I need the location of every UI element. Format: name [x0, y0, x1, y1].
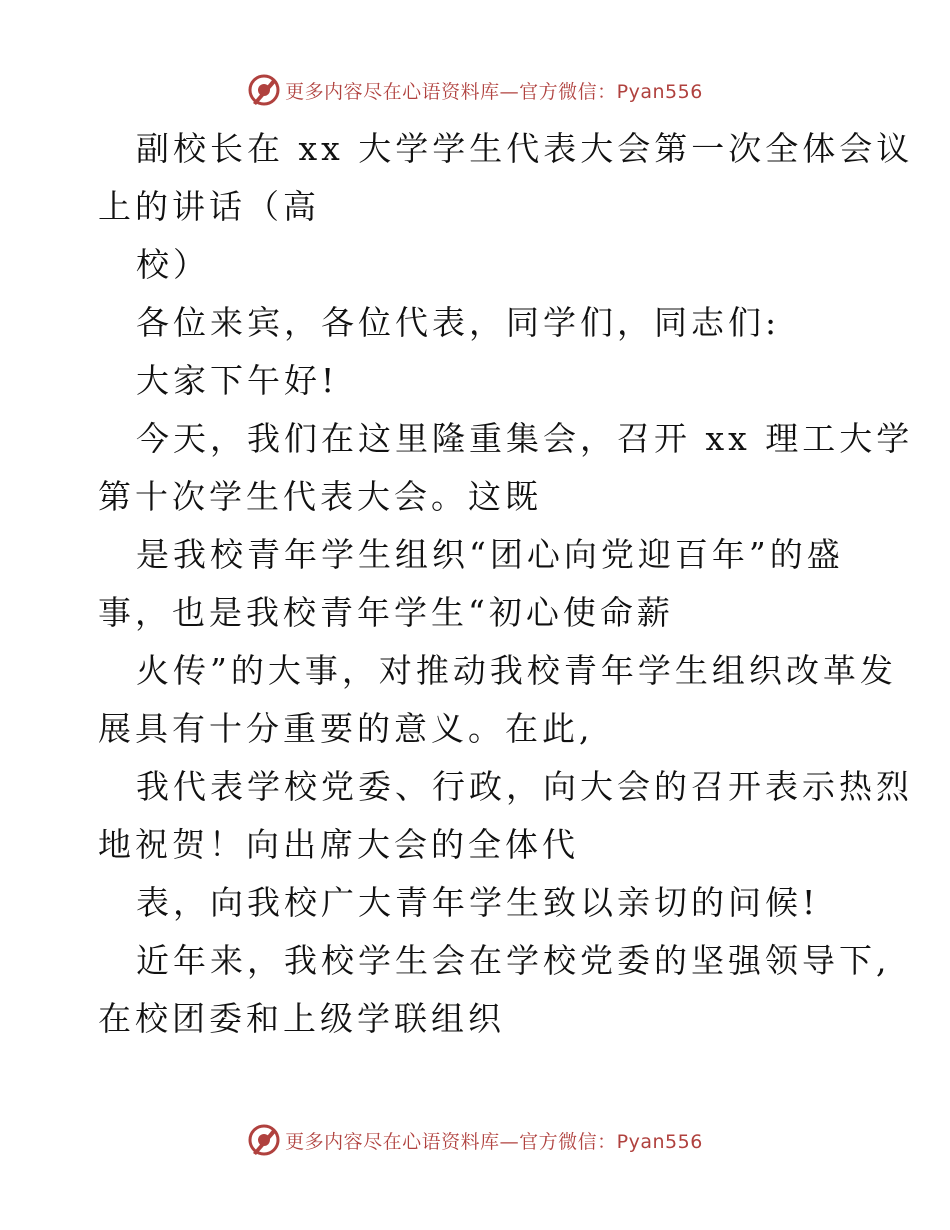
- quill-seal-icon: [247, 73, 281, 107]
- document-body: [98, 120, 914, 1048]
- paragraph-line: 地祝贺！向出席大会的全体代: [98, 825, 579, 864]
- title-line-1: 副校长在 xx 大学学生代表大会第一次全体会议: [136, 129, 914, 168]
- footer-banner-wechat: 官方微信：Pyan556: [519, 1130, 703, 1153]
- footer-banner-prefix: 更多内容尽在心语资料库—: [285, 1130, 520, 1153]
- footer-banner: [0, 1120, 950, 1160]
- paragraph-line: 表，向我校广大青年学生致以亲切的问候!: [136, 883, 820, 922]
- salutation-line: 各位来宾，各位代表，同学们，同志们:: [136, 303, 781, 342]
- paragraph-line: 今天，我们在这里隆重集会，召开 xx 理工大学: [136, 419, 914, 458]
- paragraph-line: 展具有十分重要的意义。在此,: [98, 709, 594, 748]
- paragraph-line: 火传”的大事，对推动我校青年学生组织改革发: [136, 651, 897, 690]
- header-banner-text: [285, 77, 703, 104]
- title-line-3: 校）: [136, 245, 210, 284]
- paragraph-line: 我代表学校党委、行政，向大会的召开表示热烈: [136, 767, 913, 806]
- header-banner-prefix: 更多内容尽在心语资料库—: [285, 80, 520, 103]
- paragraph-line: 在校团委和上级学联组织: [98, 999, 505, 1038]
- paragraph-line: 是我校青年学生组织“团心向党迎百年”的盛: [136, 535, 844, 574]
- paragraph-line: 事，也是我校青年学生“初心使命薪: [98, 593, 674, 632]
- paragraph-line: 近年来，我校学生会在学校党委的坚强领导下,: [136, 941, 891, 980]
- footer-banner-text: [285, 1127, 703, 1154]
- paragraph-line: 第十次学生代表大会。这既: [98, 477, 542, 516]
- quill-seal-icon: [247, 1123, 281, 1157]
- header-banner: [0, 70, 950, 110]
- header-banner-wechat: 官方微信：Pyan556: [519, 80, 703, 103]
- title-line-2: 上的讲话（高: [98, 187, 320, 226]
- greeting-line: 大家下午好!: [136, 361, 339, 400]
